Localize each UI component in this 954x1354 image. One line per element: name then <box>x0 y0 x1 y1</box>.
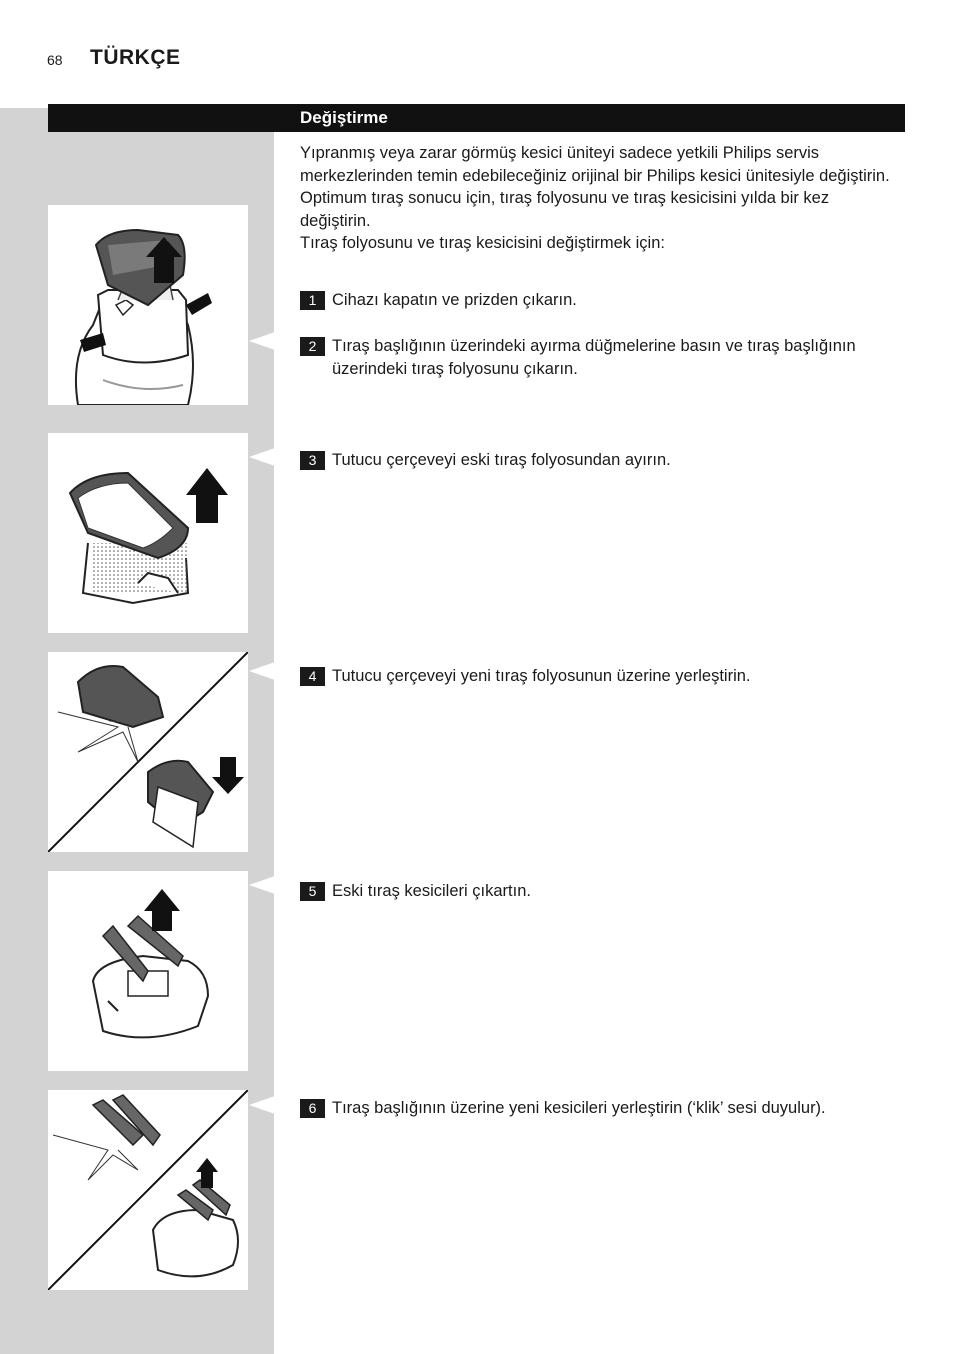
illustration-pointer <box>249 448 275 466</box>
step-item <box>300 1097 910 1120</box>
language-heading: TÜRKÇE <box>90 46 181 69</box>
step-text: Tıraş başlığının üzerindeki ayırma düğmelerine basın ve tıraş başlığının üzerindeki tıraş folyosunu çıkarın. <box>332 337 856 378</box>
illustration-pointer <box>249 1096 275 1114</box>
intro-paragraph: Tıraş folyosunu ve tıraş kesicisini değiştirmek için: <box>300 234 665 253</box>
page-number: 68 <box>47 52 63 68</box>
cutters-insert-illustration <box>48 1090 248 1290</box>
step-number-badge: 6 <box>300 1099 325 1118</box>
shaver-release-foil-illustration <box>48 205 248 405</box>
illustration-pointer <box>249 876 275 894</box>
cutters-remove-illustration <box>48 871 248 1071</box>
step-number-badge: 1 <box>300 291 325 310</box>
step-text: Tıraş başlığının üzerine yeni kesicileri yerleştirin (‘klik’ sesi duyulur). <box>332 1099 826 1117</box>
step-number-badge: 4 <box>300 667 325 686</box>
step-number-badge: 2 <box>300 337 325 356</box>
step-text: Tutucu çerçeveyi eski tıraş folyosundan ayırın. <box>332 451 671 469</box>
illustration-pointer <box>249 332 275 350</box>
intro-paragraph: Optimum tıraş sonucu için, tıraş folyosunu ve tıraş kesicisini yılda bir kez değiştirin. <box>300 189 830 230</box>
step-text: Cihazı kapatın ve prizden çıkarın. <box>332 291 577 309</box>
intro-text <box>300 142 900 255</box>
illustration-pointer <box>249 662 275 680</box>
foil-frame-attach-illustration <box>48 652 248 852</box>
step-number-badge: 3 <box>300 451 325 470</box>
step-item <box>300 665 910 688</box>
step-number-badge: 5 <box>300 882 325 901</box>
section-header-bar <box>48 104 905 132</box>
section-title: Değiştirme <box>300 108 388 127</box>
step-item <box>300 289 910 312</box>
foil-frame-remove-illustration <box>48 433 248 633</box>
step-text: Eski tıraş kesicileri çıkartın. <box>332 882 531 900</box>
intro-paragraph: Yıpranmış veya zarar görmüş kesici üniteyi sadece yetkili Philips servis merkezlerinden temin edebileceğiniz orijinal bir Philips kesici ünitesiyle değiştirin. <box>300 144 890 185</box>
step-item <box>300 449 910 472</box>
step-item <box>300 335 910 380</box>
step-text: Tutucu çerçeveyi yeni tıraş folyosunun üzerine yerleştirin. <box>332 667 751 685</box>
step-item <box>300 880 910 903</box>
